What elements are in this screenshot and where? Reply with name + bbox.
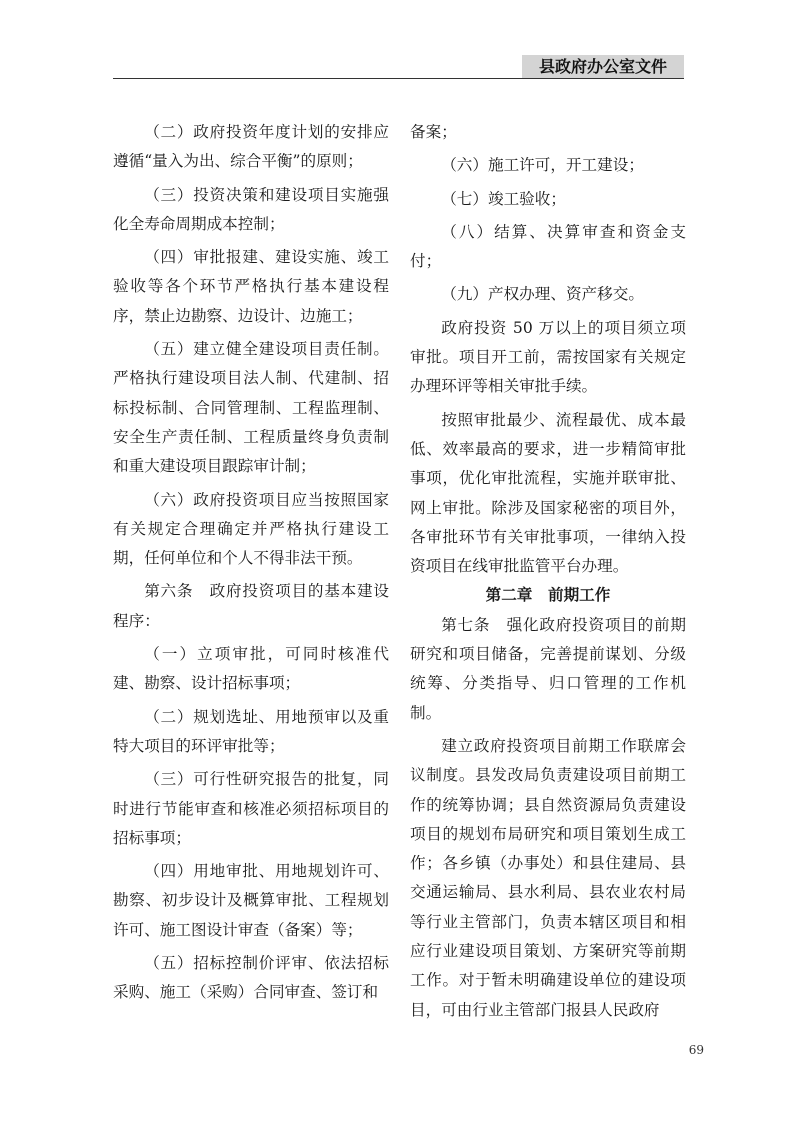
article-7: 第七条 强化政府投资项目的前期研究和项目储备，完善提前谋划、分级统筹、分类指导、归口管理的工作机制。: [410, 615, 686, 722]
step-5-bidding: （五）招标控制价评审、依法招标采购、施工（采购）合同审查、签订和: [113, 954, 389, 1002]
step-8-settlement: （八）结算、决算审查和资金支付；: [410, 222, 686, 271]
header-title: 县政府办公室文件: [522, 55, 684, 79]
page-number: 69: [688, 1043, 704, 1057]
clause-6-schedule: （六）政府投资项目应当按照国家有关规定合理确定并严格执行建设工期，任何单位和个人不得非法干预。: [113, 490, 389, 568]
clause-5-responsibility: （五）建立健全建设项目责任制。严格执行建设项目法人制、代建制、招标投标制、合同管理制、工程监理制、安全生产责任制、工程质量终身负责制和重大建设项目跟踪审计制；: [113, 340, 389, 476]
para-streamline: 按照审批最少、流程最优、成本最低、效率最高的要求，进一步精简审批事项，优化审批流程，实施并联审批、网上审批。除涉及国家秘密的项目外，各审批环节有关审批事项，一律纳入投资项目在线审批监管平台办理。: [410, 410, 686, 576]
continuation-text: 备案；: [410, 123, 457, 141]
para-joint-meeting: 建立政府投资项目前期工作联席会议制度。县发改局负责建设项目前期工作的统筹协调；县自然资源局负责建设项目的规划布局研究和项目策划生成工作；各乡镇（办事处）和县住建局、县交通运输局、县水利局、县农业农村局等行业主管部门，负责本辖区项目和相应行业建设项目策划、方案研究等前期工作。对于暂未明确建设单位的建设项目，可由行业主管部门报县人民政府: [410, 736, 686, 1019]
step-4-land-design: （四）用地审批、用地规划许可、勘察、初步设计及概算审批、工程规划许可、施工图设计审查（备案）等；: [113, 862, 389, 939]
step-7-acceptance: （七）竣工验收；: [441, 189, 566, 208]
step-6-construction: （六）施工许可，开工建设；: [441, 156, 644, 175]
right-column: [410, 118, 686, 1025]
article-6: 第六条 政府投资项目的基本建设程序：: [113, 582, 389, 630]
header-rule: [113, 78, 684, 79]
left-column: [113, 118, 389, 1008]
step-2-site-selection: （二）规划选址、用地预审以及重特大项目的环评审批等；: [113, 707, 389, 755]
step-9-property: （九）产权办理、资产移交。: [441, 285, 644, 304]
clause-4-procedure: （四）审批报建、建设实施、竣工验收等各个环节严格执行基本建设程序，禁止边勘察、边设计、边施工；: [113, 248, 389, 325]
clause-3-cost-control: （三）投资决策和建设项目实施强化全寿命周期成本控制；: [113, 185, 389, 233]
para-approval-threshold: 政府投资 50 万以上的项目须立项审批。项目开工前，需按国家有关规定办理环评等相关审批手续。: [410, 318, 686, 396]
clause-2-budget-principle: （二）政府投资年度计划的安排应遵循“量入为出、综合平衡”的原则；: [113, 123, 389, 171]
step-3-feasibility: （三）可行性研究报告的批复，同时进行节能审查和核准必须招标项目的招标事项；: [113, 770, 389, 847]
chapter-heading: 第二章 前期工作: [485, 586, 611, 605]
step-1-approval: （一）立项审批，可同时核准代建、勘察、设计招标事项；: [113, 645, 389, 693]
